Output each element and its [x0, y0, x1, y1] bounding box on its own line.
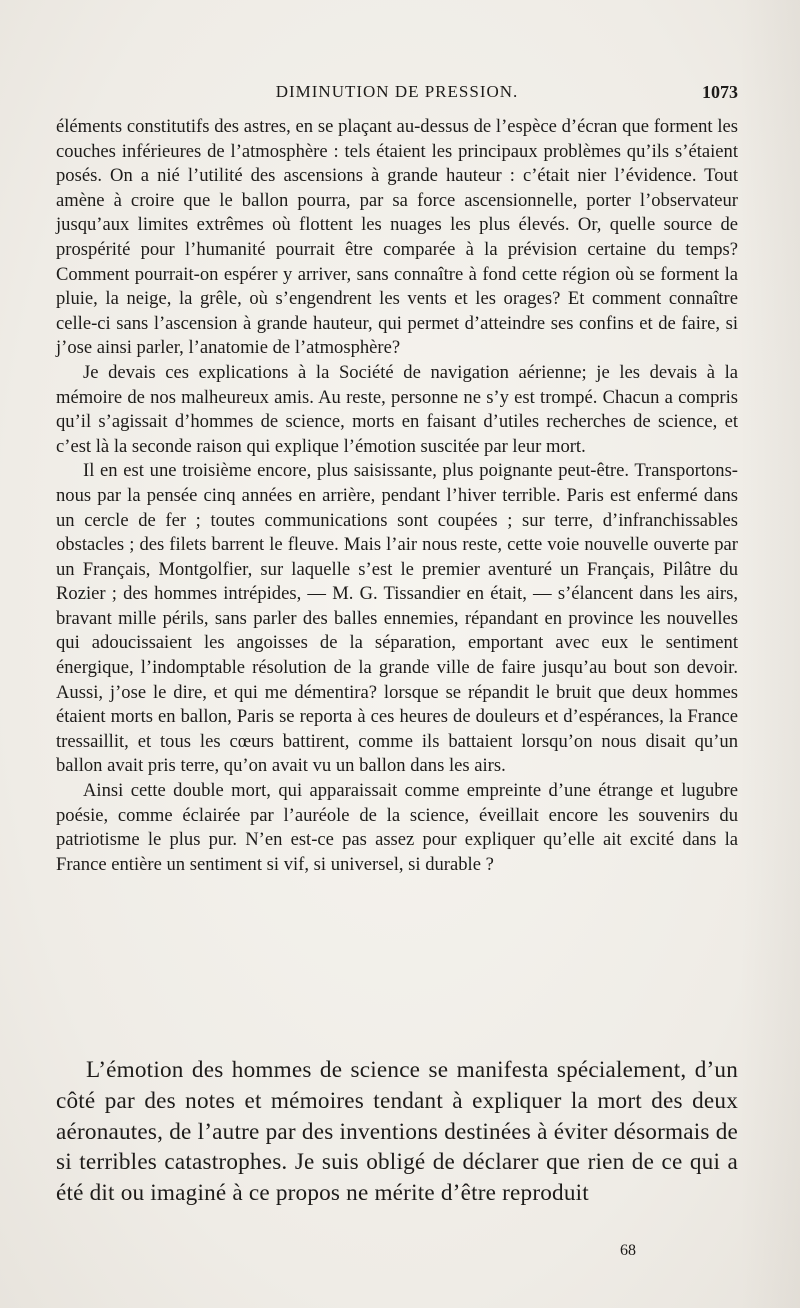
running-title: DIMINUTION DE PRESSION. [275, 82, 519, 101]
paragraph-explications: Je devais ces explications à la Société de navigation aérienne; je les devais à la mémoire de nos malheureux amis. Au reste, personne ne s’y est trompé. Chacun a compris qu’il s’agissait d’hommes de science, morts en faisant d’utiles recherches de science, et c’est là la seconde raison qui explique l’émotion suscitée par leur mort. [56, 361, 738, 457]
body-text [56, 115, 738, 877]
page-number: 1073 [702, 82, 738, 102]
paragraph-troisieme-raison: Il en est une troisième encore, plus saisissante, plus poignante peut-être. Transportons-nous par la pensée cinq années en arrière, pendant l’hiver terrible. Paris est enfermé dans un cercle de fer ; toutes communications sont coupées ; sur terre, d’infranchissables obstacles ; des filets barrent le fleuve. Mais l’air nous reste, cette voie nouvelle ouverte par un Français, Montgolfier, sur laquelle s’est le premier aventuré un Français, Pilâtre du Rozier ; des hommes intrépides, — M. G. Tissandier en était, — s’élancent dans les airs, bravant mille périls, sans parler des balles ennemies, répandant en province les nouvelles qui adoucissaient les angoisses de la séparation, emportant avec eux le sentiment énergique, l’indomptable résolution de la grande ville de faire jusqu’au bout son devoir. Aussi, j’ose le dire, et qui me démentira? lorsque se répandit le bruit que deux hommes étaient morts en ballon, Paris se reporta à ces heures de douleurs et d’espérances, la France tressaillit, et tous les cœurs battirent, comme ils battaient lorsqu’on nous disait qu’un ballon avait pris terre, qu’on avait vu un ballon dans les airs. [56, 460, 738, 777]
paragraph-double-mort: Ainsi cette double mort, qui apparaissait comme empreinte d’une étrange et lugubre poésie, comme éclairée par l’auréole de la science, éveillait encore les souvenirs du patriotisme le plus pur. N’en est-ce pas assez pour expliquer qu’elle ait excité dans la France entière un sentiment si vif, si universel, si durable ? [56, 780, 738, 875]
page-edge-shadow [740, 0, 800, 1308]
paragraph-emotion-science: L’émotion des hommes de science se manifesta spécialement, d’un côté par des notes et mémoires tendant à expliquer la mort des deux aéronautes, de l’autre par des inventions destinées à éviter désormais de si terribles catastrophes. Je suis obligé de déclarer que rien de ce qui a été dit ou imaginé à ce propos ne mérite d’être reproduit [56, 1057, 738, 1207]
paragraph-continuation: éléments constitutifs des astres, en se plaçant au-dessus de l’espèce d’écran que forment les couches inférieures de l’atmosphère : tels étaient les principaux problèmes qu’ils s’étaient posés. On a nié l’utilité des ascensions à grande hauteur : c’était nier l’évidence. Tout amène à croire que le ballon pourra, par sa force ascensionnelle, porter l’observateur jusqu’aux limites extrêmes où flottent les nuages les plus élevés. Or, quelle source de prospérité pour l’humanité pourrait être comparée à la prévision certaine du temps? Comment pourrait-on espérer y arriver, sans connaître à fond cette région où se forment la pluie, la neige, la grêle, où s’engendrent les vents et les orages? Et comment connaître celle-ci sans l’ascension à grande hauteur, qui permet d’atteindre ses confins et de faire, si j’ose ainsi parler, l’anatomie de l’atmosphère? [56, 116, 738, 359]
large-text-block [56, 1055, 738, 1209]
page-header [56, 80, 738, 104]
signature-mark: 68 [620, 1242, 636, 1259]
